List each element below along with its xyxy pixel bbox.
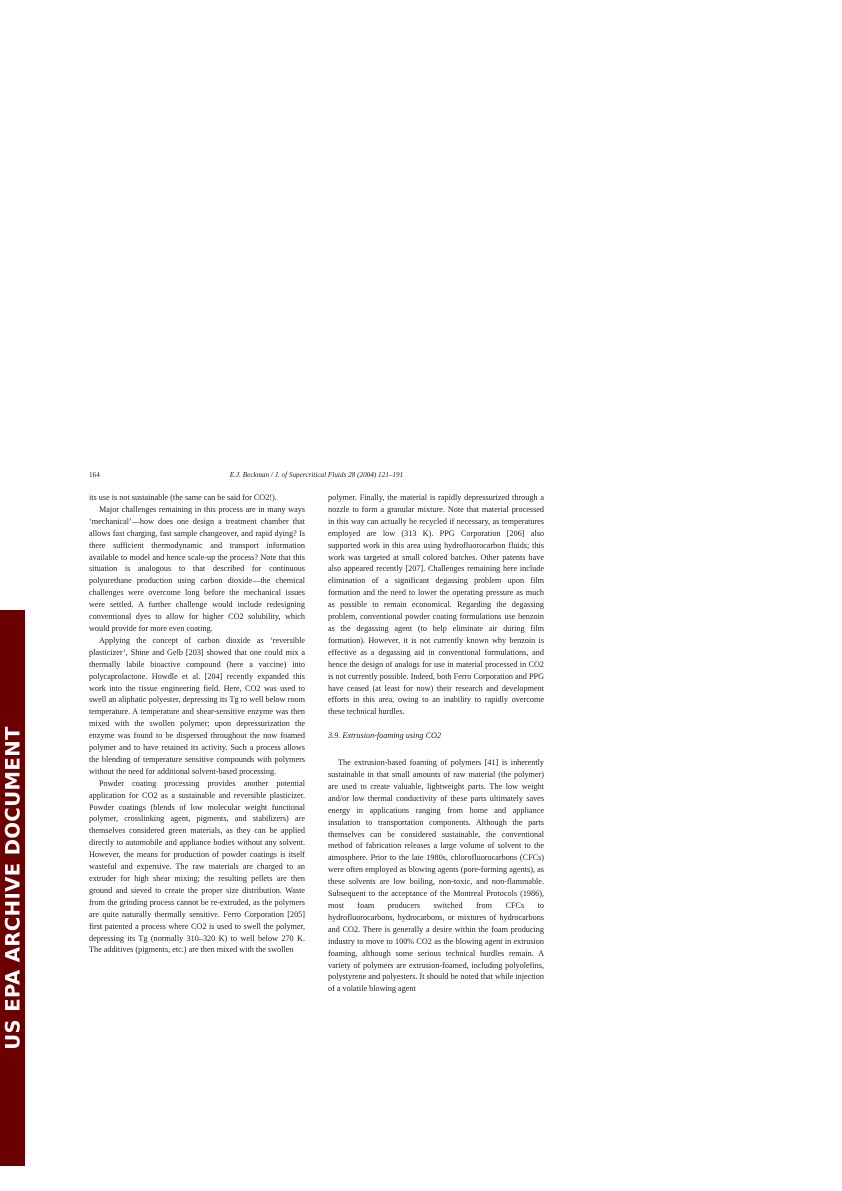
page-number: 164: [89, 471, 100, 479]
epa-archive-banner: [0, 610, 25, 1166]
paragraph: polymer. Finally, the material is rapidly depressurized through a nozzle to form a granular mixture. Note that material processed in this way can actually be recycled if necessary, as temperatures employed are low (313 K). PPG Corporation [206] also supported work in this area using hydrofluorocarbon fluids; this work was targeted at small colored batches. Other patents have also appeared recently [207]. Challenges remaining here include elimination of a significant degassing problem upon film formation and the need to lower the operating pressure as much as possible to remain economical. Regarding the degassing problem, conventional powder coating formulations use benzoin as the degassing agent (to help eliminate air during film formation). However, it is not currently known why benzoin is effective as a degassing aid in conventional formulations, and hence the design of analogs for use in material processed in CO2 is not currently possible. Indeed, both Ferro Corporation and PPG have ceased (at least for now) their research and development efforts in this area, owing to an inability to rapidly overcome these technical hurdles.: [328, 493, 544, 717]
paragraph: The extrusion-based foaming of polymers [41] is inherently sustainable in that small amounts of raw material (the polymer) are used to create valuable, lightweight parts. The low weight and/or low thermal conductivity of these parts ultimately saves energy in applications ranging from home and appliance insulation to transportation components. Although the parts themselves can be considered sustainable, the conventional method of fabrication releases a large volume of solvent to the atmosphere. Prior to the late 1980s, chlorofluorocarbons (CFCs) were often employed as blowing agents (pore-forming agents), as these solvents are low boiling, non-toxic, and non-flammable. Subsequent to the acceptance of the Montreal Protocols (1986), most foam producers switched from CFCs to hydrofluorocarbons, hydrocarbons, or mixtures of hydrocarbons and CO2. There is generally a desire within the foam producing industry to move to 100% CO2 as the blowing agent in extrusion foaming, although some serious technical hurdles remain. A variety of polymers are extrusion-foamed, including polyolefins, polystyrene and polyesters. It should be noted that while injection of a volatile blowing agent: [328, 758, 544, 994]
paragraph: its use is not sustainable (the same can be said for CO2!).: [89, 493, 277, 502]
paragraph: Powder coating processing provides another potential application for CO2 as a sustainable and reversible plasticizer. Powder coatings (blends of low molecular weight functional polymer, crosslinking agent, pigments, and stabilizers) are themselves considered green materials, as they can be applied directly to automobile and appliance bodies without any solvent. However, the means for production of powder coatings is itself wasteful and expensive. The raw materials are charged to an extruder for high shear mixing; the resulting pellets are then ground and sieved to create the proper size distribution. Waste from the grinding process cannot be re-extruded, as the polymers are quite naturally thermally sensitive. Ferro Corporation [205] first patented a process where CO2 is used to swell the polymer, depressing its Tg (normally 310–320 K) to well below 270 K. The additives (pigments, etc.) are then mixed with the swollen: [89, 778, 305, 955]
epa-archive-banner-text: US EPA ARCHIVE DOCUMENT: [1, 726, 24, 1050]
journal-reference: E.J. Beckman / J. of Supercritical Fluids 28 (2004) 121–191: [229, 471, 404, 479]
right-text-column: [328, 492, 544, 995]
left-text-column: [89, 492, 305, 956]
paragraph: Applying the concept of carbon dioxide as ‘reversible plasticizer’, Shine and Gelb [203] showed that one could mix a thermally labile bioactive compound (here a vaccine) into polycaprolactone. Howdle et al. [204] recently expanded this work into the tissue engineering field. Here, CO2 was used to swell an aliphatic polyester, depressing its Tg to well below room temperature. A temperature and shear-sensitive enzyme was then mixed with the swollen polymer; upon depressurization the enzyme was found to be dispersed throughout the now foamed polymer and to have retained its activity. Such a process allows the blending of temperature sensitive compounds with polymers without the need for additional solvent-based processing.: [89, 635, 305, 776]
section-heading: 3.9. Extrusion-foaming using CO2: [328, 731, 442, 741]
running-header: [89, 470, 544, 481]
paragraph: Major challenges remaining in this process are in many ways ‘mechanical’—how does one design a treatment chamber that allows fast charging, fast sample changeover, and rapid dying? Is there sufficient thermodynamic and transport information available to model and hence scale-up the process? Note that this situation is analogous to that described for continuous polyurethane production using carbon dioxide—the chemical challenges were overcome long before the mechanical issues were settled. A further challenge would include redesigning conventional dyes to allow for higher CO2 solubility, which would provide for more even coating.: [89, 504, 305, 633]
